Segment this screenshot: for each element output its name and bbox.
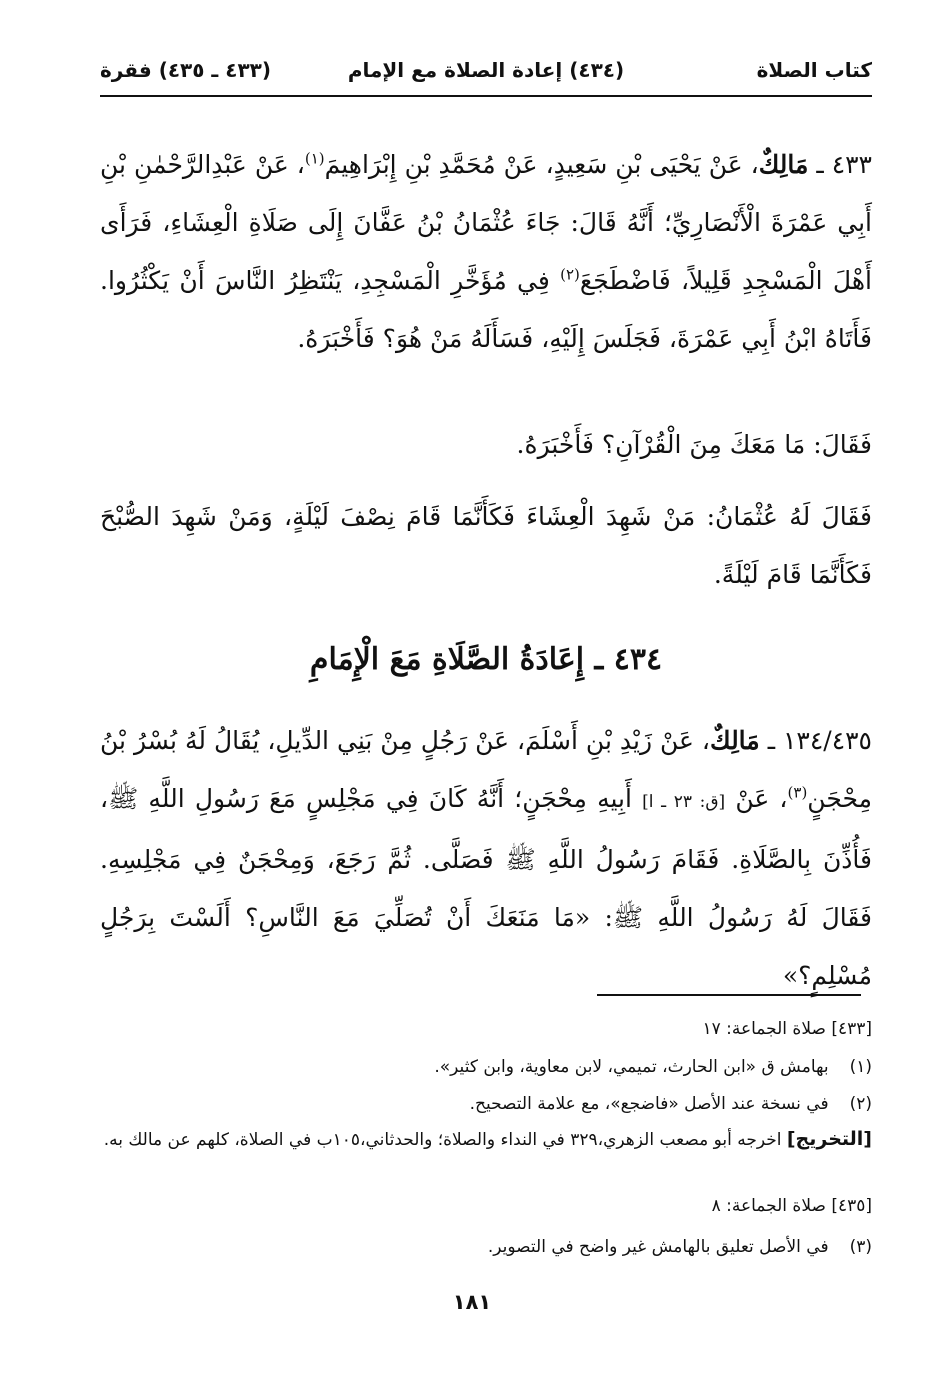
hadith-433-paragraph-2 (100, 416, 872, 474)
header-book-title: كتاب الصلاة (756, 58, 872, 82)
footnote-3 (100, 1230, 872, 1264)
header-chapter-title: (٤٣٤) إعادة الصلاة مع الإمام (347, 58, 625, 82)
header-paragraph-range: (٤٣٣ ـ ٤٣٥) فقرة (100, 58, 271, 82)
running-header (100, 58, 872, 92)
hadith-433-paragraph-3 (100, 488, 872, 604)
hadith-433-para3-text: فَقَالَ لَهُ عُثْمَانُ: مَنْ شَهِدَ الْعِشَاءَ فَكَأَنَّمَا قَامَ نِصْفَ لَيْلَةٍ، وَمَنْ شَهِدَ الصُّبْحَ فَكَأَنَّمَا قَامَ لَيْلَةً. (100, 502, 872, 589)
footnote-435 (100, 1189, 872, 1223)
footnote-1 (100, 1050, 872, 1084)
takhrij-text: اخرجه أبو مصعب الزهري،٣٢٩ في النداء والصلاة؛ والحدثاني،١٠٥ب في الصلاة، كلهم عن مالك به. (103, 1130, 787, 1150)
manuscript-reference: [ق: ٢٣ ـ ا] (642, 792, 726, 812)
hadith-433-text-b: ، عَنْ عَبْدِالرَّحْمٰنِ بْنِ أَبِي عَمْرَةَ الْأَنْصَارِيِّ؛ أَنَّهُ قَالَ: جَاءَ عُثْمَانُ بْنُ عَفَّانَ إِلَى صَلَاةِ الْعِشَاءِ، فَرَأَى أَهْلَ الْمَسْجِدِ قَلِيلاً، فَاضْطَجَعَ (100, 150, 872, 295)
footnote-3-text: في الأصل تعليق بالهامش غير واضح في التصوير. (487, 1237, 829, 1257)
hadith-433-text-a: ، عَنْ يَحْيَى بْنِ سَعِيدٍ، عَنْ مُحَمَّدِ بْنِ إِبْرَاهِيمَ (324, 150, 759, 179)
footnote-ref-3: (٣) (787, 783, 808, 802)
hadith-433-para2-text: فَقَالَ: مَا مَعَكَ مِنَ الْقُرْآنِ؟ فَأَخْبَرَهُ. (516, 430, 872, 459)
footnote-433-text: صلاة الجماعة: ١٧ (702, 1019, 826, 1039)
hadith-433-number: ٤٣٣ ـ (816, 150, 872, 179)
hadith-435-narrator: مَالِكٌ (710, 726, 760, 755)
page-number: ١٨١ (452, 1290, 492, 1314)
footnote-435-text: صلاة الجماعة: ٨ (711, 1196, 826, 1216)
footnote-2 (100, 1087, 872, 1121)
footnote-2-text: في نسخة عند الأصل «فاضجع»، مع علامة التصحيح. (469, 1094, 829, 1114)
hadith-433-paragraph (100, 136, 872, 368)
chapter-heading: ٤٣٤ ـ إِعَادَةُ الصَّلَاةِ مَعَ الْإِمَامِ (309, 642, 663, 677)
footnote-3-number: (٣) (849, 1237, 872, 1257)
footnote-divider (597, 994, 861, 996)
hadith-433-text-c: فِي مُؤَخَّرِ الْمَسْجِدِ، يَنْتَظِرُ النَّاسَ أَنْ يَكْثُرُوا. فَأَتَاهُ ابْنُ أَبِي عَمْرَةَ، فَجَلَسَ إِلَيْهِ، فَسَأَلَهُ مَنْ هُوَ؟ فَأَخْبَرَهُ. (100, 266, 872, 353)
hadith-435-text-c: أَبِيهِ مِحْجَنٍ؛ أَنَّهُ كَانَ فِي مَجْلِسٍ مَعَ رَسُولِ اللَّهِ ﷺ، فَأُذِّنَ بِالصَّلَاةِ. فَقَامَ رَسُولُ اللَّهِ ﷺ فَصَلَّى. ثُمَّ رَجَعَ، وَمِحْجَنٌ فِي مَجْلِسِهِ. فَقَالَ لَهُ رَسُولُ اللَّهِ ﷺ: «مَا مَنَعَكَ أَنْ تُصَلِّيَ مَعَ النَّاسِ؟ أَلَسْتَ بِرَجُلٍ مُسْلِمٍ؟» (100, 784, 872, 990)
footnote-433 (100, 1012, 872, 1046)
footnote-1-text: بهامش ق «ابن الحارث، تميمي، لابن معاوية، وابن كثير». (434, 1057, 829, 1077)
footnote-ref-2: (٢) (560, 265, 580, 284)
takhrij-note (100, 1122, 872, 1157)
footnote-ref-1: (١) (304, 149, 325, 168)
hadith-435-paragraph (100, 712, 872, 1005)
footnote-2-number: (٢) (849, 1094, 872, 1114)
hadith-433-narrator: مَالِكٌ (758, 150, 809, 179)
header-divider (100, 95, 872, 97)
hadith-435-text-b: ، عَنْ (725, 784, 788, 813)
footnote-1-number: (١) (849, 1057, 872, 1077)
footnote-433-number: [٤٣٣] (831, 1019, 872, 1039)
footnote-435-number: [٤٣٥] (831, 1196, 872, 1216)
hadith-435-number: ١٣٤/٤٣٥ ـ (767, 726, 872, 755)
hadith-435-text-a: ، عَنْ زَيْدِ بْنِ أَسْلَمَ، عَنْ رَجُلٍ مِنْ بَنِي الدِّيلِ، يُقَالُ لَهُ بُسْرُ بْنُ مِحْجَنٍ (100, 726, 872, 813)
takhrij-label: [التخريج] (786, 1128, 872, 1150)
